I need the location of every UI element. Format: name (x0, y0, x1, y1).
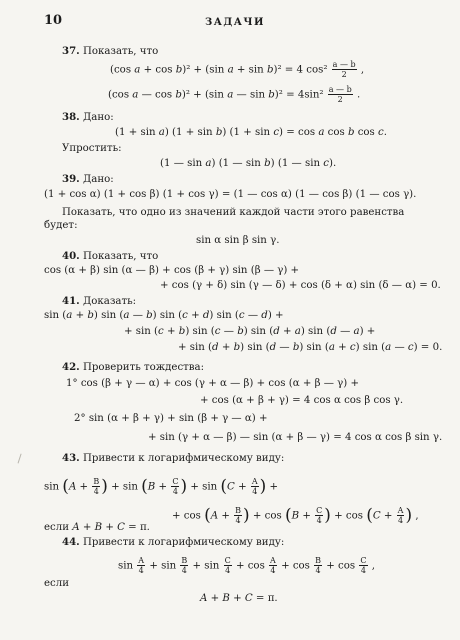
formula-text: ) sin ( (355, 342, 386, 353)
problem-41-equation-2 (124, 325, 375, 339)
formula-text: ) + (267, 310, 284, 321)
formula-text: c (238, 310, 245, 321)
formula-text: C (372, 510, 381, 522)
fraction (92, 477, 100, 496)
problem-number: 43. (62, 452, 80, 464)
formula-text: c (158, 326, 164, 337)
formula-text: если (44, 522, 73, 533)
formula-text: c (407, 342, 414, 353)
formula-text: ( (220, 476, 228, 497)
formula-text: a (66, 310, 73, 321)
fraction-den: 4 (360, 566, 366, 575)
fraction-den: 4 (225, 566, 231, 575)
fraction-num: A (251, 477, 258, 486)
fraction-num: B (181, 556, 188, 565)
formula-text: + (79, 522, 95, 533)
formula-text: a (123, 310, 130, 321)
fraction-den: 2 (337, 95, 343, 104)
formula-text: d (202, 310, 210, 321)
formula-text: d (273, 326, 280, 337)
problem-37-equation-2 (108, 85, 360, 104)
formula-text: ) sin ( (185, 326, 215, 337)
formula-text: ) (405, 505, 413, 526)
fraction-den: 4 (93, 487, 99, 496)
formula-text: Проверить тождества: (79, 362, 205, 373)
formula-text: + sin (107, 481, 142, 493)
formula-text: ) (1 + sin (222, 127, 274, 138)
formula-text: C (117, 522, 125, 533)
formula-text: — (129, 310, 147, 321)
formula-text: c (378, 127, 384, 138)
formula-text: будет: (44, 220, 78, 231)
fraction-den: 4 (316, 516, 322, 525)
formula-text: b (178, 326, 186, 337)
fraction-num: A (397, 506, 404, 515)
fraction-den: 4 (172, 487, 178, 496)
formula-text: b (87, 310, 94, 321)
formula-text: sin (118, 560, 137, 572)
fraction-num: C (360, 556, 367, 565)
formula-text: d (330, 326, 337, 337)
fraction (328, 85, 353, 104)
problem-42-identity-2-line-1 (74, 412, 268, 426)
formula-text: — cos (138, 89, 176, 101)
formula-text: + (218, 510, 234, 522)
problem-42-identity-1-line-1 (66, 377, 359, 391)
formula-text: ) sin ( (243, 326, 274, 337)
formula-text: + cos (140, 64, 176, 76)
formula-text: a (385, 342, 392, 353)
formula-text: + (334, 342, 350, 353)
formula-text: c (273, 127, 280, 138)
problem-44-label (62, 535, 284, 550)
formula-text: + (187, 310, 203, 321)
formula-text: Показать, что одно из значений каждой части этого равенства (62, 207, 405, 218)
formula-text: = π. (124, 522, 150, 533)
fraction-den: 4 (235, 516, 241, 525)
formula-text: b (233, 342, 241, 353)
formula-text: )² + (sin (182, 64, 228, 76)
margin-mark (18, 454, 25, 465)
formula-text: . (353, 89, 361, 101)
fraction (224, 556, 232, 575)
formula-text: a (227, 89, 234, 101)
formula-text: 2° sin (α + β + γ) + sin (β + γ — α) + (74, 413, 268, 424)
problem-41-label (62, 294, 136, 309)
problem-number: 44. (62, 536, 80, 548)
problem-39-label (62, 172, 114, 187)
problem-37-label (62, 44, 158, 59)
formula-text: ) = cos (279, 127, 319, 138)
formula-text: ) (1 — sin (270, 158, 324, 169)
fraction-num: a — b (332, 60, 356, 69)
formula-text: Дано: (79, 174, 114, 185)
formula-text: + sin (189, 560, 223, 572)
problem-number: 42. (62, 361, 80, 373)
formula-text: + (234, 481, 250, 493)
formula-text: , (357, 64, 365, 76)
fraction-num: C (224, 556, 231, 565)
formula-text: B (291, 510, 300, 522)
formula-text: — (244, 310, 262, 321)
formula-text: + sin (187, 481, 221, 493)
formula-text: . (383, 127, 387, 138)
formula-text: )² = 4 cos² (273, 64, 331, 76)
formula-text: ) sin ( (152, 310, 183, 321)
formula-text: ) (243, 505, 250, 526)
problem-42-identity-2-line-2 (148, 431, 442, 445)
formula-text: c (214, 326, 221, 337)
formula-text: + sin (γ + α — β) — sin (α + β — γ) = 4 cos α cos β sin γ. (148, 432, 443, 443)
formula-text: b (268, 89, 275, 101)
formula-text: + cos (γ + δ) sin (γ — δ) + cos (δ + α) sin (δ — α) = 0. (160, 280, 441, 291)
formula-text: a (353, 326, 360, 337)
formula-text: + (218, 342, 234, 353)
fraction (251, 477, 259, 496)
fraction (234, 506, 242, 525)
formula-text: A (210, 510, 219, 522)
formula-text: )² = 4sin² (274, 89, 327, 101)
formula-text: ) (180, 476, 188, 497)
formula-text: + (102, 522, 118, 533)
formula-text: — (336, 326, 354, 337)
fraction (315, 506, 323, 525)
formula-text: (1 — sin (160, 158, 206, 169)
problem-number: 41. (62, 295, 80, 307)
problem-41-equation-3 (178, 341, 442, 355)
formula-text: B (222, 593, 230, 604)
formula-text: Дано: (79, 112, 114, 123)
formula-text: + sin (146, 560, 180, 572)
formula-text: ) sin ( (209, 310, 239, 321)
fraction-num: B (93, 477, 100, 486)
fraction-num: C (172, 477, 179, 486)
formula-text: + cos (249, 510, 285, 522)
formula-text: b (266, 64, 274, 76)
formula-text: + cos (α + β + γ) = 4 cos α cos β cos γ. (200, 395, 404, 406)
formula-text: — (391, 342, 408, 353)
formula-text: a (158, 127, 165, 138)
formula-text: a (205, 158, 212, 169)
fraction (137, 556, 145, 575)
fraction-num: A (138, 556, 145, 565)
formula-text: b (264, 158, 271, 169)
formula-text: A (200, 593, 208, 604)
formula-text: (1 + cos α) (1 + cos β) (1 + cos γ) = (1 — cos α) (1 — cos β) (1 — cos γ). (44, 189, 417, 200)
problem-39-given (44, 188, 416, 202)
formula-text: sin (44, 481, 63, 493)
fraction-num: C (316, 506, 323, 515)
formula-text: cos (324, 127, 348, 138)
formula-text: + (299, 510, 315, 522)
formula-text: B (94, 522, 103, 533)
fraction (359, 556, 367, 575)
formula-text: + (207, 593, 223, 604)
fraction (332, 60, 357, 79)
formula-text: ( (62, 476, 69, 497)
problem-39-text-line-1 (62, 206, 404, 220)
formula-text: a (227, 64, 234, 76)
formula-text: + (155, 481, 171, 493)
formula-text: a (132, 89, 139, 101)
formula-text: b (175, 64, 183, 76)
problem-39-text-line-2 (44, 219, 78, 233)
fraction (171, 477, 179, 496)
formula-text: ) (324, 505, 331, 526)
formula-text: ( (284, 505, 292, 526)
problem-39-answer (196, 234, 279, 248)
fraction-den: 4 (181, 566, 187, 575)
formula-text: + cos (232, 560, 269, 572)
fraction-den: 4 (270, 566, 276, 575)
formula-text: C (244, 593, 253, 604)
formula-text: d (212, 342, 219, 353)
formula-text: b (237, 326, 244, 337)
problem-37-equation-1 (110, 60, 364, 79)
running-title: ЗАДАЧИ (205, 17, 265, 28)
formula-text: b (175, 89, 182, 101)
formula-text: cos (354, 127, 379, 138)
problem-42-label (62, 360, 204, 375)
problem-38-expression (160, 157, 336, 171)
formula-text: (cos (108, 89, 133, 101)
formula-text: ) + (359, 326, 376, 337)
formula-text: Доказать: (79, 296, 137, 307)
formula-text: c (349, 342, 356, 353)
formula-text: b (347, 127, 355, 138)
formula-text: + sin ( (124, 326, 159, 337)
formula-text: 1° cos (β + γ — α) + cos (γ + α — β) + cos (α + β — γ) + (66, 378, 359, 389)
formula-text: ) sin ( (93, 310, 124, 321)
formula-text: Показать, что (79, 251, 159, 262)
problem-44-expression (118, 556, 375, 575)
formula-text: Упростить: (62, 143, 122, 154)
formula-text: a (328, 342, 335, 353)
fraction (314, 556, 322, 575)
formula-text: ( (204, 505, 211, 526)
formula-text: d (261, 310, 268, 321)
problem-40-equation-2 (160, 279, 441, 293)
fraction (180, 556, 188, 575)
formula-text: + (163, 326, 179, 337)
formula-text: A (72, 522, 80, 533)
formula-text: ) (1 + sin (164, 127, 216, 138)
problem-number: 40. (62, 250, 80, 262)
problem-43-expression-1 (44, 477, 278, 496)
formula-text: — sin (233, 89, 269, 101)
formula-text: + cos (277, 560, 314, 572)
formula-text: + cos (330, 510, 367, 522)
formula-text: = π. (252, 593, 278, 604)
problem-38-label (62, 110, 114, 125)
formula-text: Привести к логарифмическому виду: (79, 537, 285, 548)
problem-40-label (62, 249, 158, 264)
fraction-num: A (270, 556, 276, 565)
formula-text: , (368, 560, 375, 572)
fraction-num: B (235, 506, 241, 515)
formula-text: b (146, 310, 153, 321)
formula-text: sin α sin β sin γ. (196, 235, 280, 246)
formula-text: + cos (323, 560, 359, 572)
formula-text: — (220, 326, 238, 337)
formula-text: cos (α + β) sin (α — β) + cos (β + γ) sin (β — γ) + (44, 265, 300, 276)
formula-text: )² + (sin (181, 89, 228, 101)
formula-text: ( (141, 476, 148, 497)
fraction (397, 506, 405, 525)
formula-text: c (182, 310, 188, 321)
fraction-num: B (315, 556, 322, 565)
problem-44-condition-word (44, 577, 69, 591)
formula-text: ) sin ( (300, 326, 331, 337)
formula-text: C (227, 481, 235, 493)
formula-text: ) sin ( (240, 342, 270, 353)
fraction-num: a — b (328, 85, 352, 94)
formula-text: B (147, 481, 156, 493)
formula-text: + cos (172, 510, 205, 522)
formula-text: — (276, 342, 293, 353)
formula-text: b (215, 127, 223, 138)
formula-text: d (269, 342, 277, 353)
problem-number: 38. (62, 111, 80, 123)
formula-text: + (266, 481, 279, 493)
formula-text: ) (259, 476, 267, 497)
formula-text: + sin (233, 64, 267, 76)
formula-text: если (44, 578, 69, 589)
formula-text: a (318, 127, 325, 138)
formula-text: Привести к логарифмическому виду: (79, 453, 285, 464)
formula-text: + (76, 481, 92, 493)
problem-number: 37. (62, 45, 80, 57)
fraction (269, 556, 277, 575)
problem-43-condition (44, 521, 150, 535)
problem-number: 39. (62, 173, 80, 185)
formula-text: c (323, 158, 329, 169)
formula-text: ) = 0. (413, 342, 443, 353)
problem-38-given (115, 126, 387, 140)
formula-text: (1 + sin (115, 127, 159, 138)
formula-text: + (279, 326, 295, 337)
formula-text: ( (366, 505, 373, 526)
problem-38-simplify-label (62, 142, 122, 156)
formula-text: Показать, что (79, 46, 159, 57)
problem-43-label (62, 451, 284, 466)
problem-40-equation-1 (44, 264, 299, 278)
formula-text: + (72, 310, 88, 321)
formula-text: ). (328, 158, 337, 169)
formula-text: + (229, 593, 245, 604)
formula-text: ) (101, 476, 108, 497)
fraction-den: 4 (252, 487, 258, 496)
formula-text: (cos (110, 64, 135, 76)
formula-text: ) sin ( (299, 342, 329, 353)
problem-43-expression-2 (172, 506, 419, 525)
formula-text: A (68, 481, 77, 493)
formula-text: ) (1 — sin (211, 158, 265, 169)
page-number: 10 (44, 13, 63, 28)
formula-text: + sin ( (178, 342, 213, 353)
formula-text: + (380, 510, 396, 522)
formula-text: b (292, 342, 300, 353)
formula-text: a (134, 64, 141, 76)
problem-42-identity-1-line-2 (200, 394, 403, 408)
fraction-den: 4 (398, 516, 404, 525)
fraction-den: 4 (315, 566, 321, 575)
formula-text: sin ( (44, 310, 67, 321)
fraction-den: 4 (138, 566, 144, 575)
problem-44-condition (200, 592, 278, 606)
fraction-den: 2 (341, 70, 347, 79)
problem-41-equation-1 (44, 309, 284, 323)
formula-text: , (412, 510, 419, 522)
formula-text: a (294, 326, 301, 337)
